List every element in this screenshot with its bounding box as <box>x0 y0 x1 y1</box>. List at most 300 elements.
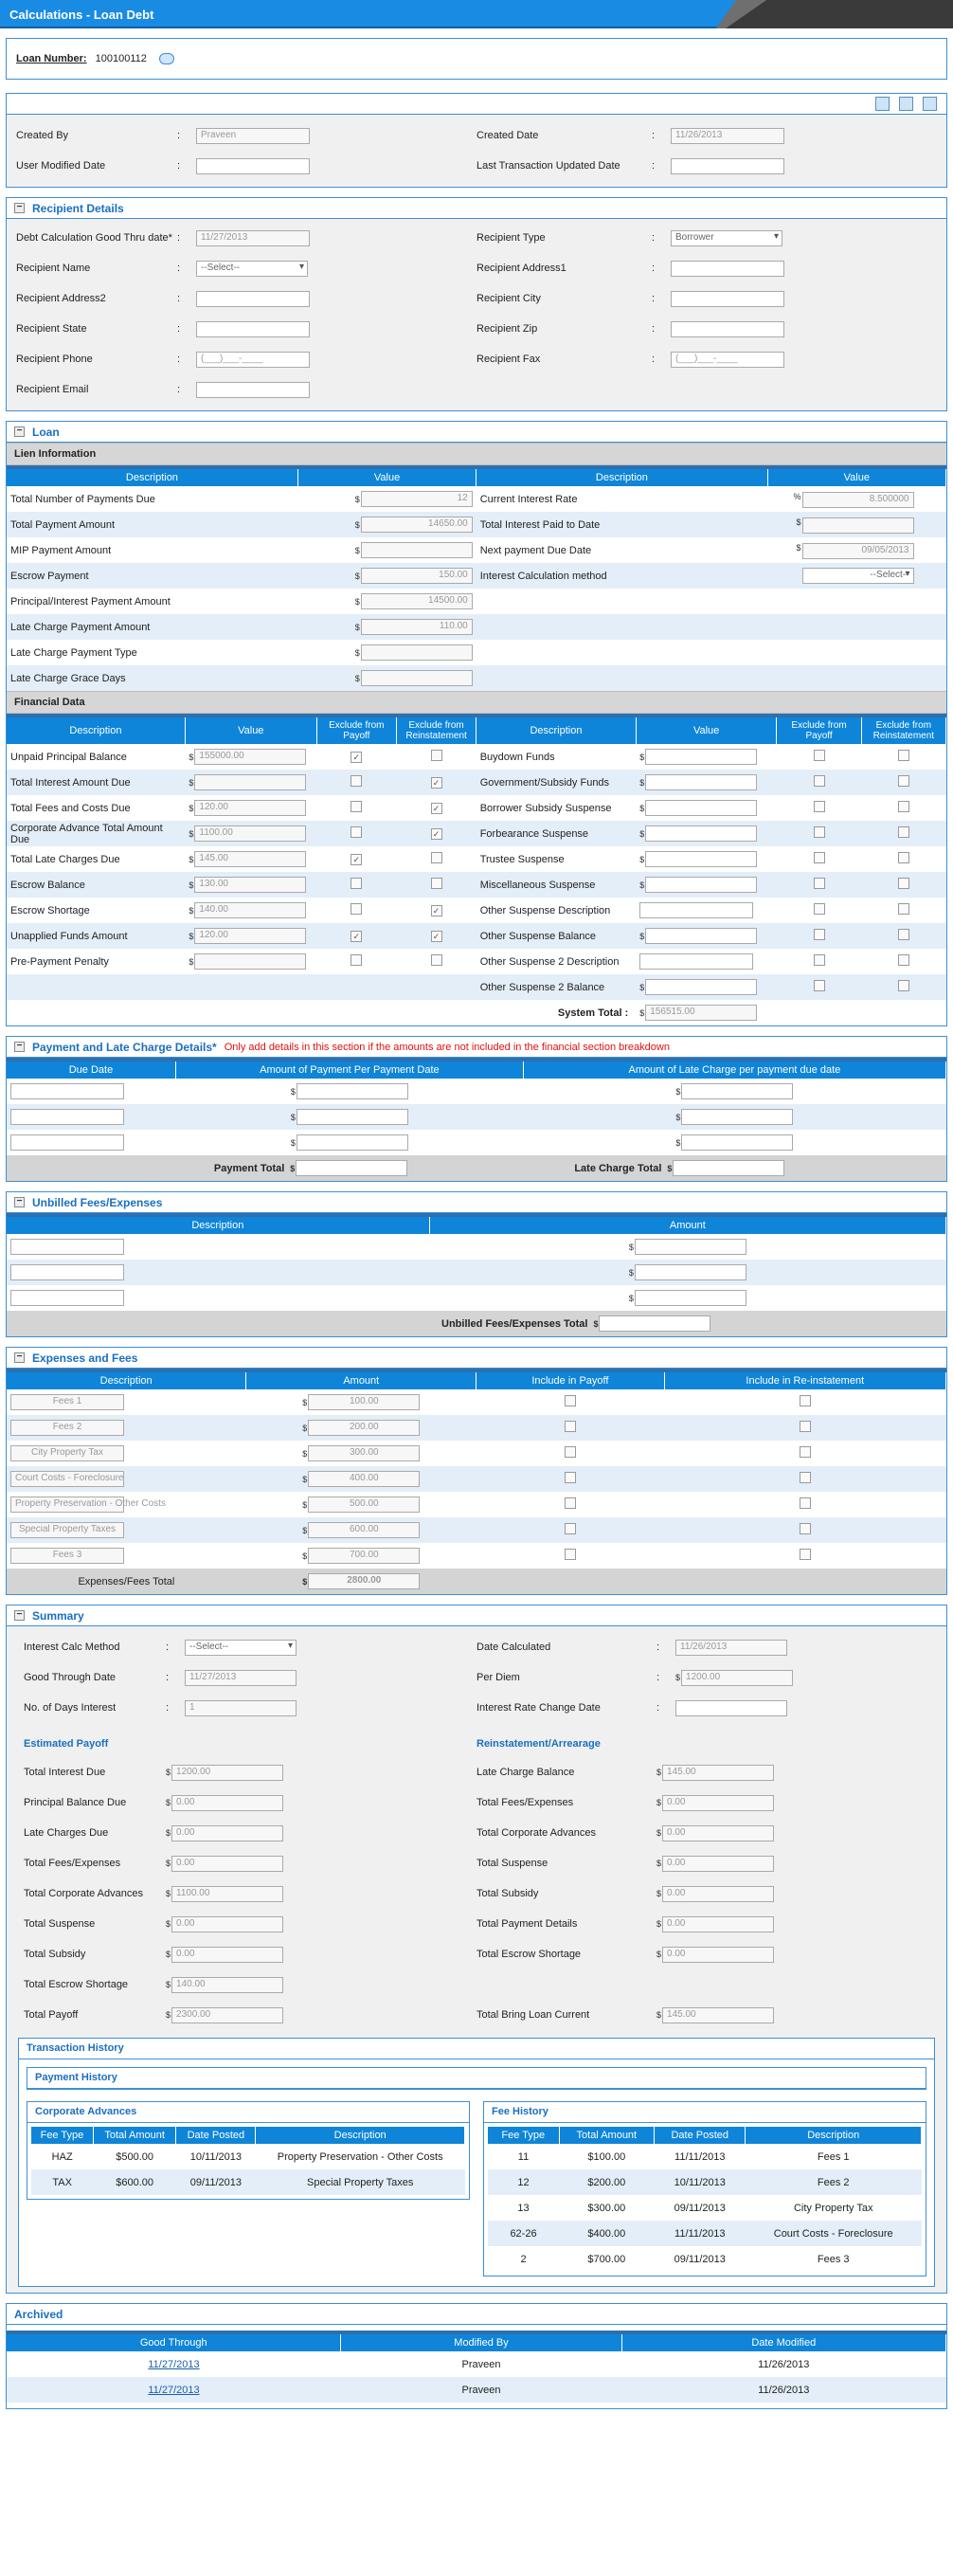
recipient-header[interactable] <box>7 198 946 219</box>
expense-amount[interactable]: 400.00 <box>308 1471 420 1487</box>
expense-amount-cell <box>246 1543 476 1569</box>
unbilled-desc-input[interactable] <box>10 1264 124 1280</box>
money-field <box>302 1497 420 1513</box>
col-include-reinst: Include in Re-instatement <box>664 1370 945 1389</box>
exclude-payoff-checkbox[interactable] <box>814 852 825 863</box>
recipient-select[interactable]: --Select-- ▾ <box>196 261 308 277</box>
money-field <box>629 1239 746 1255</box>
expense-desc[interactable]: Court Costs - Foreclosure <box>10 1471 124 1487</box>
exclude-reinst-checkbox[interactable] <box>898 903 909 915</box>
reinst-row <box>476 1939 929 1969</box>
empty-cell <box>316 974 396 1000</box>
exclude-payoff-checkbox[interactable] <box>351 954 362 966</box>
colon: : <box>166 1702 170 1714</box>
col-late-charge: Amount of Late Charge per payment due date <box>523 1060 945 1079</box>
exclude-reinst-checkbox[interactable]: ✓ <box>431 931 442 942</box>
dollar-sign: $ <box>354 647 360 658</box>
include-reinst-checkbox[interactable] <box>800 1446 811 1458</box>
expense-desc[interactable]: Property Preservation - Other Costs <box>10 1497 124 1513</box>
financial-value[interactable] <box>645 749 757 765</box>
include-reinst-checkbox[interactable] <box>800 1421 811 1432</box>
financial-value-cell <box>185 744 316 770</box>
expense-desc[interactable]: Fees 2 <box>10 1420 124 1436</box>
cb-cell <box>861 898 945 923</box>
money-field <box>355 542 473 558</box>
collapse-icon[interactable]: − <box>14 203 25 213</box>
cb-cell <box>476 1466 664 1492</box>
exclude-reinst-checkbox[interactable] <box>898 954 909 966</box>
due-date-input[interactable] <box>10 1083 124 1099</box>
dollar-sign: $ <box>656 1798 662 1807</box>
field-label: Per Diem <box>476 1672 520 1683</box>
lien-value[interactable] <box>361 670 473 686</box>
exclude-reinst-checkbox[interactable] <box>898 801 909 812</box>
financial-value[interactable]: 140.00 <box>194 902 306 918</box>
summary-input[interactable]: 1 <box>185 1700 297 1716</box>
financial-desc: Total Interest Amount Due <box>7 770 185 795</box>
recipient-input[interactable] <box>671 261 784 277</box>
history-cell: $700.00 <box>559 2246 655 2272</box>
reinst-row <box>476 1757 929 1787</box>
lien-value[interactable] <box>361 542 473 558</box>
financial-value[interactable] <box>194 953 306 970</box>
loan-section <box>6 421 947 1026</box>
summary-input[interactable] <box>675 1700 787 1716</box>
reinst-value[interactable]: 0.00 <box>662 1886 774 1902</box>
lien-value-cell <box>767 486 945 512</box>
unbilled-amount-cell <box>429 1234 945 1260</box>
financial-desc: Total Fees and Costs Due <box>7 795 185 821</box>
exclude-reinst-checkbox[interactable] <box>898 929 909 940</box>
system-total-value[interactable]: 156515.00 <box>645 1005 757 1021</box>
cb-cell <box>777 923 861 949</box>
lien-value[interactable] <box>802 517 914 534</box>
financial-value-cell <box>636 923 777 949</box>
financial-table <box>7 714 946 1025</box>
include-payoff-checkbox[interactable] <box>565 1446 576 1458</box>
money-field <box>656 1856 774 1872</box>
payoff-value[interactable]: 0.00 <box>171 1825 283 1841</box>
section-title: Recipient Details <box>32 201 124 215</box>
include-payoff-checkbox[interactable] <box>565 1472 576 1483</box>
collapse-icon[interactable]: − <box>14 1352 25 1363</box>
expenses-total[interactable]: 2800.00 <box>308 1573 420 1589</box>
late-charge-input[interactable] <box>681 1134 793 1151</box>
exclude-payoff-checkbox[interactable] <box>814 801 825 812</box>
financial-value-cell <box>636 770 777 795</box>
colon: : <box>177 130 181 141</box>
corporate-advances <box>27 2101 470 2200</box>
lien-desc: Total Number of Payments Due <box>7 486 297 512</box>
reinst-value[interactable]: 145.00 <box>662 1765 774 1781</box>
empty-cell <box>476 1569 946 1594</box>
money-field <box>166 1795 283 1811</box>
exclude-payoff-checkbox[interactable] <box>814 980 825 991</box>
exclude-reinst-checkbox[interactable]: ✓ <box>431 828 442 840</box>
reinst-row <box>476 2000 929 2030</box>
payment-total-input[interactable] <box>296 1160 407 1176</box>
payoff-value[interactable]: 140.00 <box>171 1977 283 1993</box>
exclude-payoff-checkbox[interactable]: ✓ <box>351 931 362 942</box>
dollar-sign: $ <box>166 1889 171 1898</box>
lien-value[interactable]: 09/05/2013 <box>802 543 914 559</box>
interest-method-select[interactable]: --Select-- ▾ <box>802 568 914 584</box>
include-payoff-checkbox[interactable] <box>565 1421 576 1432</box>
created-date-field[interactable]: 11/26/2013 <box>671 128 784 144</box>
unbilled-amount-input[interactable] <box>635 1264 746 1280</box>
recipient-input[interactable] <box>196 382 310 398</box>
financial-value[interactable]: 1100.00 <box>194 825 306 842</box>
unbilled-total-input[interactable] <box>599 1315 710 1332</box>
expense-amount[interactable]: 700.00 <box>308 1548 420 1564</box>
payment-header[interactable] <box>7 1037 946 1058</box>
expense-desc[interactable]: Fees 3 <box>10 1548 124 1564</box>
expense-desc[interactable]: City Property Tax <box>10 1445 124 1461</box>
dollar-sign: $ <box>189 777 194 788</box>
exclude-reinst-checkbox[interactable] <box>431 750 442 761</box>
reinst-value[interactable]: 0.00 <box>662 1825 774 1841</box>
money-field <box>656 1795 774 1811</box>
history-cell: 09/11/2013 <box>655 2246 746 2272</box>
financial-value[interactable]: 130.00 <box>194 877 306 893</box>
expense-amount[interactable]: 600.00 <box>308 1522 420 1538</box>
collapse-icon[interactable]: − <box>14 1042 25 1052</box>
include-payoff-checkbox[interactable] <box>565 1497 576 1509</box>
summary-header[interactable] <box>7 1605 946 1626</box>
financial-value-cell <box>636 795 777 821</box>
late-charge-input[interactable] <box>681 1109 793 1125</box>
history-col: Date Posted <box>655 2127 746 2144</box>
field-label: Total Corporate Advances <box>476 1827 596 1839</box>
per-diem[interactable]: 1200.00 <box>681 1670 793 1686</box>
history-col: Date Posted <box>176 2127 256 2144</box>
reinst-row <box>476 1787 929 1818</box>
recipient-select[interactable]: Borrower ▾ <box>671 230 782 246</box>
financial-value[interactable] <box>645 825 757 842</box>
lien-row <box>7 614 946 640</box>
summary-input[interactable]: 11/27/2013 <box>185 1670 297 1686</box>
empty-cell <box>476 589 767 614</box>
reinst-value[interactable]: 145.00 <box>662 2007 774 2023</box>
exclude-payoff-checkbox[interactable] <box>814 826 825 838</box>
expense-amount[interactable]: 200.00 <box>308 1420 420 1436</box>
late-total-input[interactable] <box>673 1160 784 1176</box>
user-modified-field[interactable] <box>196 158 310 174</box>
col-desc: Description <box>7 716 185 744</box>
financial-value[interactable] <box>645 851 757 867</box>
unbilled-row <box>7 1260 946 1285</box>
field-label: Total Escrow Shortage <box>24 1979 129 1990</box>
lien-value[interactable]: 8.500000 <box>802 492 914 508</box>
history-cell: 12 <box>488 2169 559 2195</box>
exclude-reinst-checkbox[interactable] <box>898 826 909 838</box>
cb-cell <box>396 770 476 795</box>
history-col: Fee Type <box>31 2127 93 2144</box>
exclude-payoff-checkbox[interactable] <box>814 903 825 915</box>
include-reinst-checkbox[interactable] <box>800 1523 811 1534</box>
financial-row <box>7 923 946 949</box>
late-charge-input[interactable] <box>681 1083 793 1099</box>
payoff-value[interactable]: 0.00 <box>171 1795 283 1811</box>
field-label: Total Fees/Expenses <box>24 1858 121 1869</box>
calculator-icon[interactable] <box>923 97 937 111</box>
col-value: Value <box>636 716 777 744</box>
unbilled-header[interactable] <box>7 1192 946 1213</box>
lien-value[interactable]: 150.00 <box>361 568 473 584</box>
financial-value[interactable] <box>645 979 757 995</box>
collapse-icon[interactable]: − <box>14 1197 25 1207</box>
dollar-sign: $ <box>639 1007 645 1018</box>
reinst-value[interactable]: 0.00 <box>662 1795 774 1811</box>
dollar-sign: $ <box>166 2010 171 2020</box>
financial-value-cell <box>636 898 777 923</box>
financial-value[interactable] <box>645 928 757 944</box>
created-date-label: Created Date <box>476 130 539 141</box>
reinst-value[interactable]: 0.00 <box>662 1916 774 1932</box>
lien-header: Lien Information <box>7 443 946 465</box>
financial-value[interactable] <box>645 774 757 790</box>
exclude-reinst-checkbox[interactable] <box>898 852 909 863</box>
financial-value[interactable]: 145.00 <box>194 851 306 867</box>
include-reinst-checkbox[interactable] <box>800 1497 811 1509</box>
exclude-payoff-checkbox[interactable] <box>814 929 825 940</box>
col-desc: Description <box>7 1215 429 1234</box>
last-tx-field[interactable] <box>671 158 784 174</box>
archived-row <box>7 2377 946 2403</box>
exclude-reinst-checkbox[interactable]: ✓ <box>431 803 442 814</box>
exclude-payoff-checkbox[interactable] <box>814 878 825 889</box>
loan-header[interactable] <box>7 422 946 443</box>
unbilled-desc-input[interactable] <box>10 1290 124 1306</box>
recipient-input[interactable] <box>196 291 310 307</box>
exclude-payoff-checkbox[interactable] <box>351 878 362 889</box>
payoff-value[interactable]: 0.00 <box>171 1947 283 1963</box>
payoff-value[interactable]: 1100.00 <box>171 1886 283 1902</box>
dollar-sign: $ <box>302 1551 308 1561</box>
financial-desc: Total Late Charges Due <box>7 846 185 872</box>
exclude-payoff-checkbox[interactable] <box>351 903 362 915</box>
field-label: Late Charges Due <box>24 1827 109 1839</box>
empty-cell <box>767 665 945 691</box>
interest-calc-select[interactable]: --Select-- ▾ <box>185 1640 297 1656</box>
reinst-value[interactable]: 0.00 <box>662 1856 774 1872</box>
archived-col: Date Modified <box>621 2332 945 2351</box>
good-through-link[interactable]: 11/27/2013 <box>148 2358 200 2370</box>
history-row <box>488 2195 922 2221</box>
expenses-header[interactable] <box>7 1348 946 1369</box>
lien-row <box>7 512 946 537</box>
exclude-reinst-checkbox[interactable] <box>898 775 909 787</box>
exclude-payoff-checkbox[interactable] <box>351 801 362 812</box>
expense-amount[interactable]: 500.00 <box>308 1497 420 1513</box>
include-reinst-checkbox[interactable] <box>800 1472 811 1483</box>
expense-desc[interactable]: Special Property Taxes <box>10 1522 124 1538</box>
history-cell: Property Preservation - Other Costs <box>256 2144 465 2169</box>
dollar-sign: $ <box>639 752 645 762</box>
payoff-value[interactable]: 2300.00 <box>171 2007 283 2023</box>
financial-value[interactable] <box>645 877 757 893</box>
suspense-description[interactable] <box>639 953 753 970</box>
expense-desc[interactable]: Fees 1 <box>10 1394 124 1410</box>
expense-amount[interactable]: 100.00 <box>308 1394 420 1410</box>
empty-cell <box>767 589 945 614</box>
money-field <box>166 1947 283 1963</box>
financial-value[interactable]: 155000.00 <box>194 749 306 765</box>
payment-amount-input[interactable] <box>297 1134 408 1151</box>
comment-icon[interactable] <box>159 53 174 64</box>
financial-row <box>7 974 946 1000</box>
cb-cell <box>861 872 945 898</box>
financial-value[interactable] <box>194 774 306 790</box>
dollar-sign: $ <box>628 1242 634 1252</box>
exclude-payoff-checkbox[interactable]: ✓ <box>351 752 362 763</box>
include-reinst-checkbox[interactable] <box>800 1549 811 1560</box>
financial-row <box>7 770 946 795</box>
exclude-reinst-checkbox[interactable] <box>431 878 442 889</box>
exclude-reinst-checkbox[interactable] <box>431 852 442 863</box>
recipient-input[interactable] <box>196 321 310 337</box>
unbilled-amount-input[interactable] <box>635 1290 746 1306</box>
suspense-description[interactable] <box>639 902 753 918</box>
money-field <box>355 619 473 635</box>
payment-total-row <box>7 1155 946 1181</box>
money-field <box>166 1765 283 1781</box>
exclude-payoff-checkbox[interactable] <box>814 775 825 787</box>
cb-cell <box>476 1517 664 1543</box>
section-title: Expenses and Fees <box>32 1351 138 1365</box>
recipient-input[interactable]: (___)___-____ <box>671 352 784 368</box>
exclude-reinst-checkbox[interactable] <box>898 878 909 889</box>
exclude-payoff-checkbox[interactable] <box>351 775 362 787</box>
money-field <box>166 1825 283 1841</box>
exclude-payoff-checkbox[interactable]: ✓ <box>351 854 362 865</box>
lien-value[interactable]: 110.00 <box>361 619 473 635</box>
exclude-reinst-checkbox[interactable]: ✓ <box>431 777 442 789</box>
exclude-reinst-checkbox[interactable]: ✓ <box>431 905 442 916</box>
cb-cell <box>664 1517 945 1543</box>
section-title: Loan <box>32 425 60 439</box>
field-label: Recipient State <box>16 323 87 335</box>
recipient-field-row <box>16 283 476 314</box>
expense-amount-cell <box>246 1517 476 1543</box>
recipient-input[interactable] <box>671 291 784 307</box>
expenses-section <box>6 1347 947 1595</box>
include-payoff-checkbox[interactable] <box>565 1395 576 1406</box>
money-field <box>291 1083 408 1099</box>
cb-cell <box>777 846 861 872</box>
lien-desc: Total Interest Paid to Date <box>476 512 767 537</box>
field-label: Interest Calc Method <box>24 1642 120 1653</box>
field-label: Recipient Address2 <box>16 293 106 304</box>
cb-cell <box>396 821 476 846</box>
summary-field-row <box>476 1693 929 1723</box>
dollar-sign: $ <box>166 1798 171 1807</box>
empty-cell <box>767 614 945 640</box>
lien-value[interactable] <box>361 644 473 661</box>
payoff-value[interactable]: 1200.00 <box>171 1765 283 1781</box>
print-icon[interactable] <box>899 97 913 111</box>
col-excl-reinst: Exclude from Reinstatement <box>861 716 945 744</box>
include-reinst-checkbox[interactable] <box>800 1395 811 1406</box>
payoff-value[interactable]: 0.00 <box>171 1856 283 1872</box>
due-date-input[interactable] <box>10 1109 124 1125</box>
estimated-payoff-title: Estimated Payoff <box>24 1738 109 1750</box>
money-field <box>675 1134 793 1151</box>
colon: : <box>177 293 181 304</box>
archived-table <box>7 2331 946 2403</box>
recipient-input[interactable]: (___)___-____ <box>196 352 310 368</box>
dollar-sign: $ <box>302 1499 308 1510</box>
exclude-payoff-checkbox[interactable] <box>814 750 825 761</box>
lien-value-cell <box>297 563 476 589</box>
colon: : <box>656 1642 660 1653</box>
payment-amount-input[interactable] <box>297 1083 408 1099</box>
exclude-reinst-checkbox[interactable] <box>898 980 909 991</box>
lien-row <box>7 665 946 691</box>
payment-amount-input[interactable] <box>297 1109 408 1125</box>
dollar-sign: $ <box>302 1576 308 1587</box>
recipient-input[interactable]: 11/27/2013 <box>196 230 310 246</box>
field-label: Late Charge Balance <box>476 1767 575 1778</box>
dollar-sign: $ <box>354 673 360 683</box>
colon: : <box>177 160 181 172</box>
history-cell: Fees 2 <box>746 2169 922 2195</box>
include-payoff-checkbox[interactable] <box>565 1523 576 1534</box>
financial-row <box>7 949 946 974</box>
exclude-payoff-checkbox[interactable] <box>351 826 362 838</box>
history-cell: HAZ <box>31 2144 93 2169</box>
collapse-icon[interactable]: − <box>14 426 25 437</box>
money-field <box>639 825 757 842</box>
exclude-reinst-checkbox[interactable] <box>431 954 442 966</box>
lien-value[interactable]: 14650.00 <box>361 517 473 533</box>
financial-value[interactable] <box>645 800 757 816</box>
lien-value[interactable]: 12 <box>361 491 473 507</box>
lien-value[interactable]: 14500.00 <box>361 593 473 609</box>
money-field <box>302 1445 420 1461</box>
due-date-input[interactable] <box>10 1134 124 1151</box>
financial-value[interactable]: 120.00 <box>194 800 306 816</box>
add-note-icon[interactable] <box>875 97 890 111</box>
dollar-sign: $ <box>675 1673 681 1682</box>
unbilled-amount-input[interactable] <box>635 1239 746 1255</box>
good-through-link[interactable]: 11/27/2013 <box>148 2384 200 2396</box>
financial-value[interactable]: 120.00 <box>194 928 306 944</box>
cb-cell <box>396 898 476 923</box>
dollar-sign: $ <box>656 1919 662 1929</box>
history-cell: Special Property Taxes <box>256 2169 465 2195</box>
money-field <box>302 1420 420 1436</box>
recipient-input[interactable] <box>671 321 784 337</box>
dollar-sign: $ <box>189 880 194 890</box>
unbilled-desc-input[interactable] <box>10 1239 124 1255</box>
colon: : <box>177 263 181 274</box>
cb-cell <box>476 1415 664 1441</box>
colon: : <box>652 354 656 365</box>
payoff-value[interactable]: 0.00 <box>171 1916 283 1932</box>
exclude-payoff-checkbox[interactable] <box>814 954 825 966</box>
created-by-field[interactable]: Praveen <box>196 128 310 144</box>
unbilled-total-row <box>7 1311 946 1336</box>
include-payoff-checkbox[interactable] <box>565 1549 576 1560</box>
expense-amount[interactable]: 300.00 <box>308 1445 420 1461</box>
reinst-value[interactable]: 0.00 <box>662 1947 774 1963</box>
summary-input[interactable]: 11/26/2013 <box>675 1640 787 1656</box>
history-cell: $600.00 <box>93 2169 176 2195</box>
collapse-icon[interactable]: − <box>14 1610 25 1621</box>
exclude-reinst-checkbox[interactable] <box>898 750 909 761</box>
lien-table <box>7 465 946 691</box>
